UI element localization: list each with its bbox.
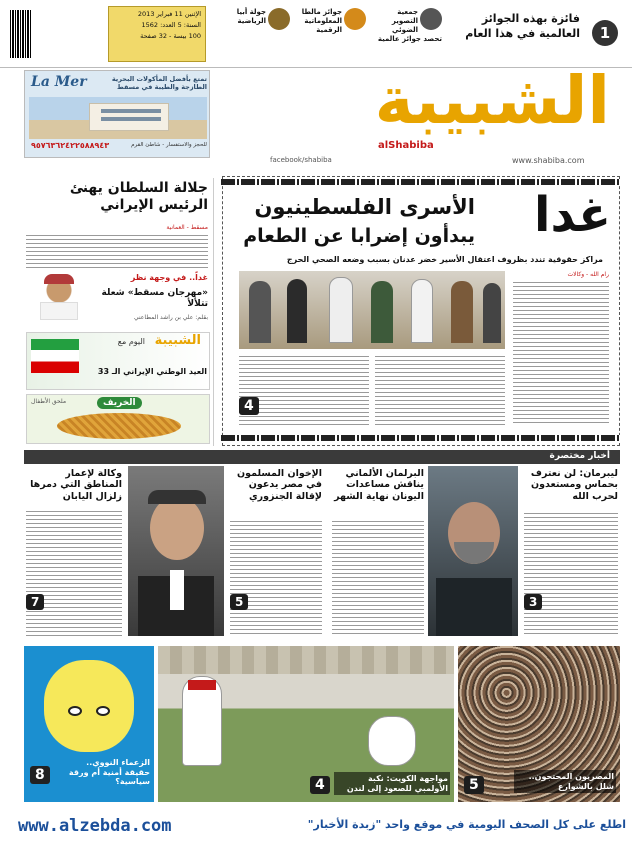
story-3[interactable] <box>228 466 324 638</box>
sidebar <box>24 178 214 446</box>
issue-date: الإثنين 11 فبراير 2013 <box>137 10 201 18</box>
main-story[interactable] <box>222 176 620 446</box>
teaser-2-icon <box>344 8 366 30</box>
player-2 <box>368 716 416 766</box>
logo-arabic: الشبيبة <box>374 62 610 139</box>
issue-number: السنة: 5 العدد: 1562 <box>141 21 201 30</box>
teaser-2-text: جوائز مالطا المعلوماتية الرقمية <box>301 8 342 35</box>
teaser-1-icon <box>268 8 290 30</box>
supplement-note: ملحق الأطفال <box>31 398 67 405</box>
ad-photo <box>29 97 207 139</box>
sidebar-byline: مسقط - العمانية <box>166 224 208 231</box>
story-1[interactable] <box>522 466 620 638</box>
opinion-portrait <box>30 272 88 320</box>
footer-url[interactable]: www.alzebda.com <box>18 816 172 836</box>
stories-row <box>24 466 620 638</box>
main-page-ref: 4 <box>239 397 259 415</box>
crowd-caption: المصريون المحتجون.. شلل بالشوارع <box>514 770 616 793</box>
footer-bar <box>0 810 632 843</box>
story-1-page: 3 <box>524 594 542 610</box>
cartoon-caption: الزعماء النووي.. حقيقة أمنية أم ورقة سياسية؟ <box>68 758 150 787</box>
masthead-logo[interactable] <box>230 62 610 172</box>
story-4-title: وكالة لإعمار المناطق التي دمرها زلزال اليابان <box>30 468 122 502</box>
story-photo-lieberman <box>428 466 518 636</box>
briefs-bar <box>24 450 620 464</box>
story-2-title: البرلمان الألماني يناقش مساعدات اليونان نهاية الشهر <box>334 468 424 502</box>
opinion-label: غداً.. في وجهة نظر <box>130 273 208 282</box>
main-big-word: غدا <box>534 187 611 243</box>
barbed-wire-top <box>221 179 621 185</box>
today-box[interactable] <box>26 332 210 390</box>
logo-social: facebook/shabiba <box>270 156 332 164</box>
issue-price: 100 بيسة - 32 صفحة <box>140 32 201 41</box>
bottom-middle-sport[interactable] <box>158 646 454 802</box>
bottom-right-crowd[interactable] <box>458 646 620 802</box>
page-number: 1 <box>592 20 618 46</box>
logo-english: alShabiba <box>378 140 434 151</box>
ad-phone: ٩٥٧٦٣٦٢٤٢٢٥٨٨٩٤٣ <box>31 141 110 150</box>
today-brand: الشبيبة <box>154 333 201 348</box>
logo-website: www.shabiba.com <box>512 156 585 165</box>
barbed-wire-bottom <box>221 435 621 441</box>
story-1-title: ليبرمان: لن نعترف بحماس ومستعدون لحرب الله <box>530 468 618 502</box>
story-3-page: 5 <box>230 594 248 610</box>
today-title: العيد الوطني الإيراني الـ 33 <box>97 367 207 376</box>
ad-title: تمتع بأفضل المأكولات البحرية الطازجة والطيبة في مسقط <box>111 75 207 92</box>
teaser-2 <box>296 8 366 60</box>
sidebar-headline[interactable]: جلالة السلطان يهنئ الرئيس الإيراني <box>69 180 208 213</box>
story-3-title: الإخوان المسلمون في مصر يدعون لإقالة الجنزوري <box>237 468 322 502</box>
story-photo-man <box>128 466 224 636</box>
ad-logo: La Mer <box>31 74 87 90</box>
teaser-3 <box>372 8 442 60</box>
la-mer-ad[interactable] <box>24 70 210 158</box>
main-headline-1: الأسرى الفلسطينيون <box>254 195 475 219</box>
today-label: اليوم مع <box>117 337 145 346</box>
briefs-bar-label: أخبار مختصرة <box>549 451 610 461</box>
main-col-head: رام الله - وكالات <box>567 271 609 278</box>
sport-page: 4 <box>310 776 330 794</box>
issue-info-box <box>108 6 206 62</box>
iran-flag <box>31 339 79 373</box>
bottom-left-cartoon[interactable] <box>24 646 154 802</box>
main-photo <box>239 271 505 349</box>
teaser-1 <box>230 8 290 60</box>
teaser-3-icon <box>420 8 442 30</box>
supplement-box[interactable] <box>26 394 210 444</box>
cartoon-head <box>44 660 134 752</box>
cartoon-page: 8 <box>30 766 50 784</box>
main-subhead: مراكز حقوقية تندد بظروف اعتقال الأسير خضر عدنان بسبب وضعه الصحي الحرج <box>286 255 603 264</box>
supplement-graphic <box>57 413 181 439</box>
teaser-1-text: جولة أبيا الرياضية <box>236 8 266 26</box>
opinion-author: بقلم: علي بن راشد المطاعني <box>134 314 208 321</box>
teaser-main: فائزة بهذه الجوائز العالمية في هذا العام <box>465 12 580 40</box>
crowd-page: 5 <box>464 776 484 794</box>
footer-text: اطلع على كل الصحف اليومية في موقع واحد "زبدة الأخبار" <box>307 818 626 831</box>
barcode <box>10 10 32 58</box>
teaser-3-text: جمعية التصوير الضوئي تحصد جوائز عالمية <box>377 8 442 44</box>
main-headline-2: يبدأون إضرابا عن الطعام <box>243 225 475 247</box>
sport-caption: مواجهة الكويت: نكبة الأولمبي للصعود إلى لندن <box>334 772 450 795</box>
ad-caption: للحجز والاستفسار - شاطئ القرم <box>131 142 207 148</box>
opinion-title[interactable]: «مهرجان مسقط» شعلة تتلألأ <box>101 288 208 309</box>
top-strip <box>0 0 632 68</box>
story-4-page: 7 <box>26 594 44 610</box>
story-2[interactable] <box>330 466 426 638</box>
story-4[interactable] <box>24 466 124 638</box>
supplement-logo: الخريف <box>97 397 142 409</box>
